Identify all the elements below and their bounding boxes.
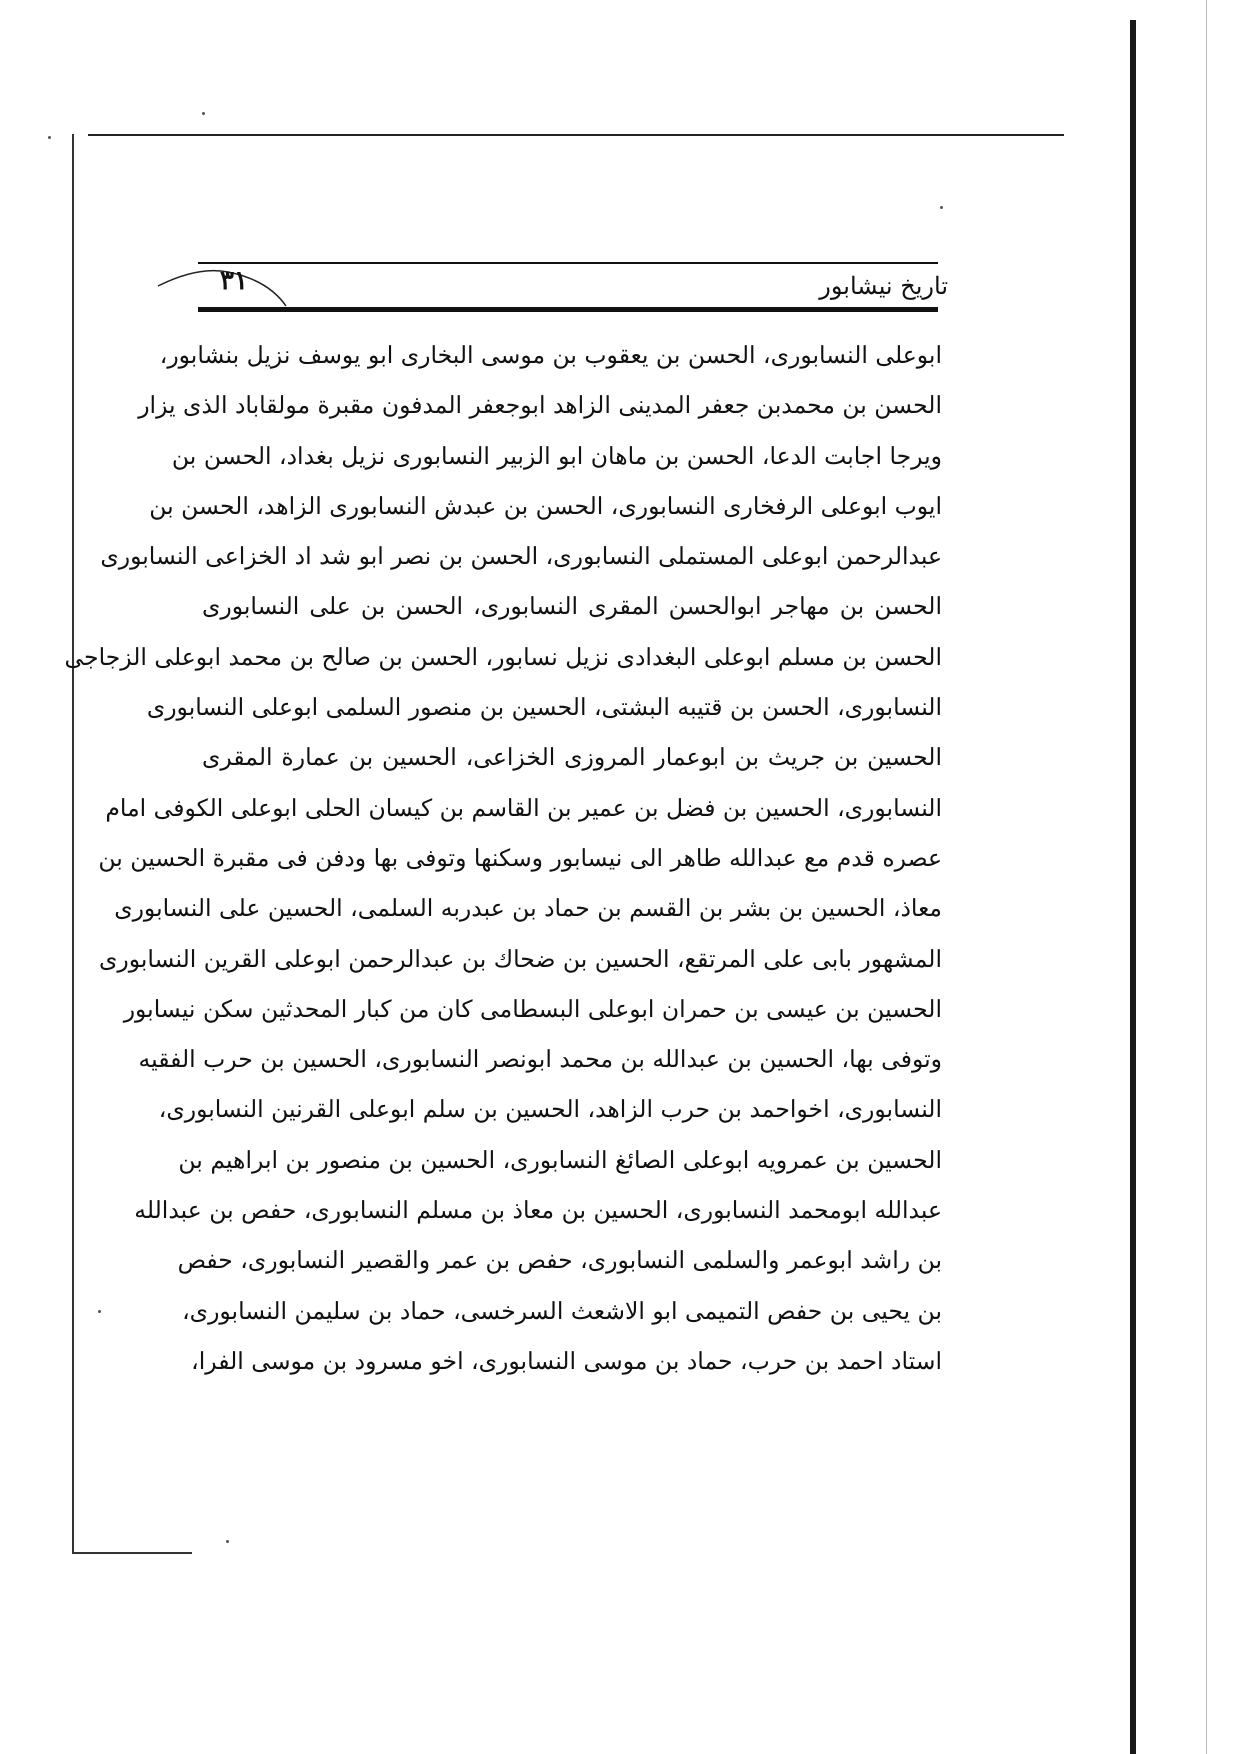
- text-line: ايوب ابوعلى الرفخارى النسابورى، الحسن بن عبدش النسابورى الزاهد، الحسن بن: [149, 491, 942, 520]
- text-line: الحسن بن مهاجر ابوالحسن المقرى النسابورى، الحسن بن على النسابورى: [202, 592, 942, 621]
- text-line: المشهور بابى على المرتقع، الحسين بن ضحاك بن عبدالرحمن ابوعلى القرين النسابورى: [98, 944, 942, 973]
- text-line: الحسين بن عمرويه ابوعلى الصائغ النسابورى، الحسين بن منصور بن ابراهيم بن: [178, 1145, 942, 1174]
- text-line: عبدالله ابومحمد النسابورى، الحسين بن معاذ بن مسلم النسابورى، حفص بن عبدالله: [134, 1196, 942, 1225]
- header-rule-thick: [198, 307, 938, 312]
- text-line: النسابورى، الحسين بن فضل بن عمير بن القاسم بن كيسان الحلى ابوعلى الكوفى امام: [105, 793, 942, 822]
- scan-speck: [940, 206, 943, 209]
- text-line: بن راشد ابوعمر والسلمى النسابورى، حفص بن عمر والقصير النسابورى، حفص: [177, 1246, 942, 1275]
- text-line: وتوفى بها، الحسين بن عبدالله بن محمد ابونصر النسابورى، الحسين بن حرب الفقيه: [138, 1045, 942, 1074]
- text-line: الحسين بن جريث بن ابوعمار المروزى الخزاعى، الحسين بن عمارة المقرى: [202, 743, 942, 772]
- text-line: الحسن بن محمدبن جعفر المدينى الزاهد ابوجعفر المدفون مقبرة مولقاباد الذى يزار: [138, 391, 942, 420]
- text-line: بن يحيى بن حفص التميمى ابو الاشعث السرخسى، حماد بن سليمن النسابورى،: [182, 1296, 942, 1325]
- binding-edge: [1130, 20, 1136, 1754]
- running-head: تاريخ نيشابور: [819, 272, 948, 300]
- text-line: الحسين بن عيسى بن حمران ابوعلى البسطامى كان من كبار المحدثين سكن نيسابور: [123, 994, 942, 1023]
- header-rule-thin: [198, 262, 938, 264]
- text-line: عصره قدم مع عبدالله طاهر الى نيسابور وسكنها وتوفى بها ودفن فى مقبرة الحسين بن: [98, 843, 942, 872]
- scan-frame-left: [72, 134, 74, 1554]
- scan-speck: [226, 1540, 229, 1543]
- text-line: الحسن بن مسلم ابوعلى البغدادى نزيل نسابور، الحسن بن صالح بن محمد ابوعلى الزجاجى: [64, 642, 942, 671]
- text-line: استاد احمد بن حرب، حماد بن موسى النسابورى، اخو مسرود بن موسى الفرا،: [191, 1346, 942, 1375]
- text-line: النسابورى، اخواحمد بن حرب الزاهد، الحسين بن سلم ابوعلى القرنين النسابورى،: [158, 1095, 942, 1124]
- scan-frame-top: [88, 134, 1064, 136]
- page-number: ٣١: [220, 266, 248, 296]
- scan-speck: [202, 112, 205, 115]
- scan-speck: [98, 1310, 101, 1313]
- text-line: ابوعلى النسابورى، الحسن بن يعقوب بن موسى البخارى ابو يوسف نزيل بنشابور،: [159, 341, 942, 369]
- scan-frame-bottom: [72, 1552, 192, 1554]
- binding-edge-faint: [1206, 0, 1207, 1754]
- body-text: [64, 330, 942, 1386]
- scan-speck: [48, 136, 51, 139]
- text-line: النسابورى، الحسن بن قتيبه البشتى، الحسين بن منصور السلمى ابوعلى النسابورى: [146, 693, 942, 722]
- text-line: عبدالرحمن ابوعلى المستملى النسابورى، الحسن بن نصر ابو شد اد الخزاعى النسابورى: [100, 542, 942, 571]
- text-line: معاذ، الحسين بن بشر بن القسم بن حماد بن عبدربه السلمى، الحسين على النسابورى: [114, 894, 942, 923]
- text-line: ويرجا اجابت الدعا، الحسن بن ماهان ابو الزبير النسابورى نزيل بغداد، الحسن بن: [171, 441, 942, 470]
